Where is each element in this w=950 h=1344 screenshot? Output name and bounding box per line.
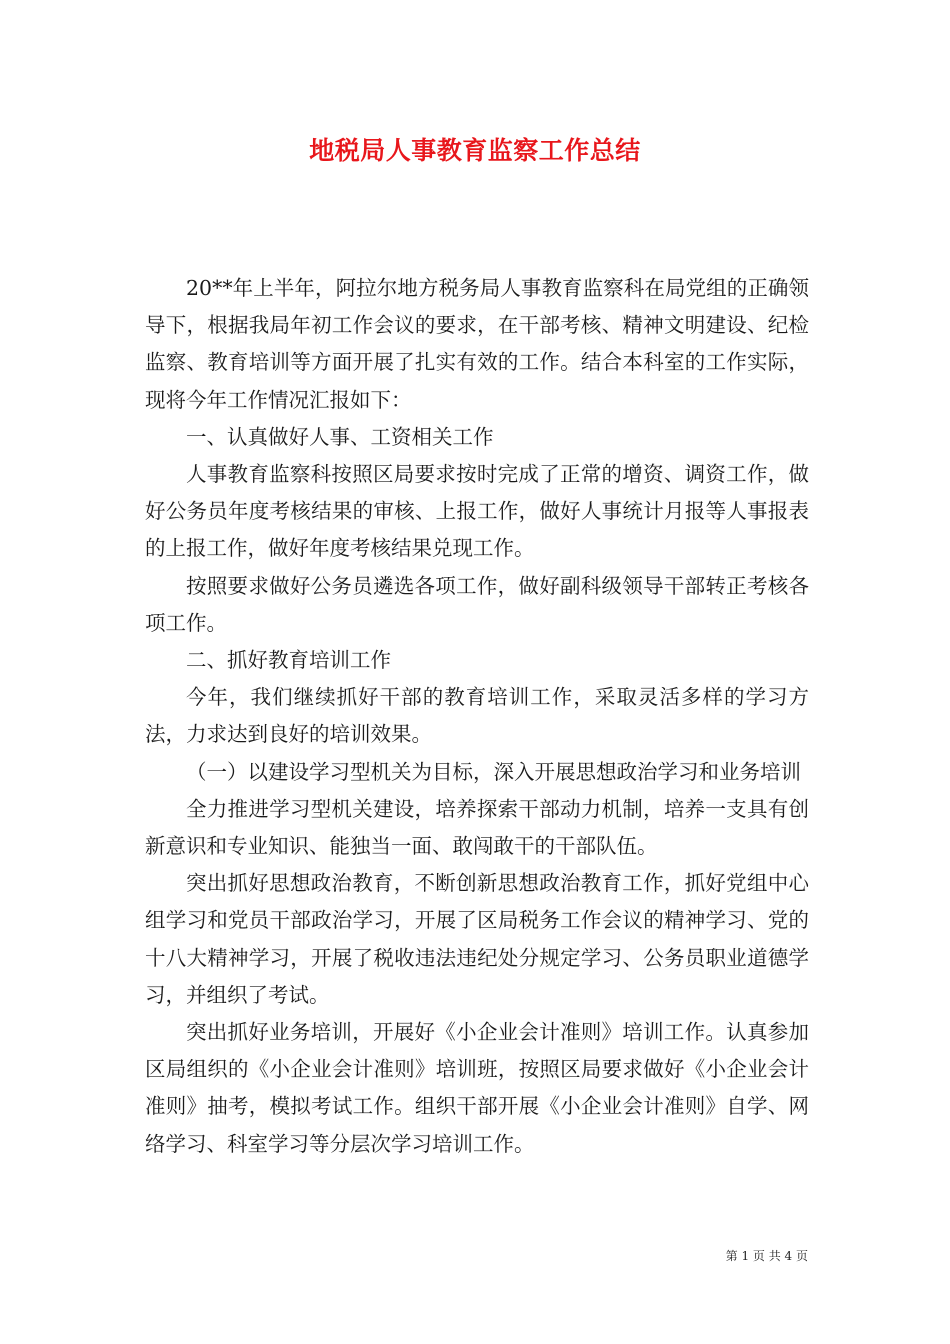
paragraph: 突出抓好思想政治教育，不断创新思想政治教育工作，抓好党组中心组学习和党员干部政治学习，开展了区局税务工作会议的精神学习、党的十八大精神学习，开展了税收违法违纪处分规定学习、公务员职业道德学习，并组织了考试。 <box>145 871 809 1007</box>
paragraph: 今年，我们继续抓好干部的教育培训工作，采取灵活多样的学习方法，力求达到良好的培训效果。 <box>145 685 809 747</box>
subsection-heading-1: （一）以建设学习型机关为目标，深入开展思想政治学习和业务培训 <box>186 759 801 784</box>
document-title: 地税局人事教育监察工作总结 <box>309 136 641 165</box>
document-body <box>145 270 809 1163</box>
page-number-footer: 第 1 页 共 4 页 <box>725 1249 808 1263</box>
section-heading-2: 二、抓好教育培训工作 <box>186 648 391 673</box>
paragraph: 按照要求做好公务员遴选各项工作，做好副科级领导干部转正考核各项工作。 <box>145 573 809 635</box>
paragraph: 突出抓好业务培训，开展好《小企业会计准则》培训工作。认真参加区局组织的《小企业会计准则》培训班，按照区局要求做好《小企业会计准则》抽考，模拟考试工作。组织干部开展《小企业会计准则》自学、网络学习、科室学习等分层次学习培训工作。 <box>145 1020 809 1156</box>
paragraph: 全力推进学习型机关建设，培养探索干部动力机制，培养一支具有创新意识和专业知识、能独当一面、敢闯敢干的干部队伍。 <box>145 796 809 859</box>
section-heading-1: 一、认真做好人事、工资相关工作 <box>186 424 494 449</box>
paragraph-intro: 20**年上半年，阿拉尔地方税务局人事教育监察科在局党组的正确领导下，根据我局年初工作会议的要求，在干部考核、精神文明建设、纪检监察、教育培训等方面开展了扎实有效的工作。结合本科室的工作实际，现将今年工作情况汇报如下： <box>145 276 809 412</box>
paragraph: 人事教育监察科按照区局要求按时完成了正常的增资、调资工作，做好公务员年度考核结果的审核、上报工作，做好人事统计月报等人事报表的上报工作，做好年度考核结果兑现工作。 <box>145 462 809 561</box>
